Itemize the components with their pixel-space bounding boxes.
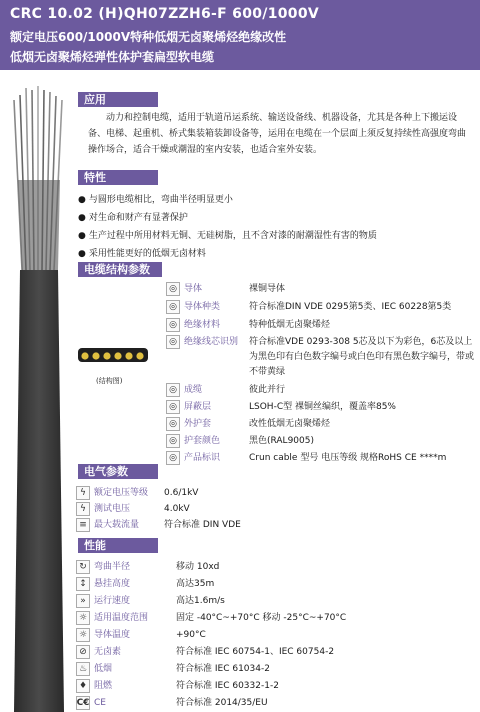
halogen-free-icon: ⊘ [76,645,90,659]
application-text: 动力和控制电缆，适用于轨道吊运系统、输送设备线、机器设备，尤其是各种上下搬运设备、电梯、起重机、桥式集装箱装卸设备等，运用在电缆在一个层面上须反复持续性高强度弯曲操作场合，适合干燥或潮湿的室内安装，也适合室外安装。 [88,113,467,155]
cross-section-icon [78,348,148,362]
structure-heading: 电缆结构参数 [78,262,162,277]
bend-radius-icon: ↻ [76,560,90,574]
conductor-type-icon: ◎ [166,300,180,314]
insulation-icon: ◎ [166,318,180,332]
product-title-line2: 低烟无卤聚烯烃弹性体护套扁型软电缆 [10,50,215,64]
application-heading: 应用 [78,92,158,107]
feature-item: ● 与圆形电缆相比，弯曲半径明显更小 [78,192,233,205]
outer-sheath-icon: ◎ [166,417,180,431]
feature-item: ● 采用性能更好的低烟无卤材料 [78,246,206,259]
temperature-icon: ☼ [76,611,90,625]
product-code: CRC 10.02 (H)QH07ZZH6-F 600/1000V [10,6,320,22]
performance-heading: 性能 [78,538,158,553]
cross-section-figure [78,348,168,388]
screen-icon: ◎ [166,400,180,414]
cabling-icon: ◎ [166,383,180,397]
conductor-icon: ◎ [166,282,180,296]
header-banner [0,0,480,70]
lightning-icon: ϟ [76,486,90,500]
figure-caption: (结构图) [96,377,123,385]
height-icon: ↕ [76,577,90,591]
flame-retardant-icon: ♦ [76,679,90,693]
speed-icon: » [76,594,90,608]
features-heading: 特性 [78,170,158,185]
test-voltage-icon: ϟ [76,502,90,516]
cable-photo [0,70,78,712]
electrical-heading: 电气参数 [78,464,158,479]
ce-icon: C€ [76,698,90,708]
max-current-icon: ≡ [76,518,90,532]
marking-icon: ◎ [166,451,180,465]
core-id-icon: ◎ [166,335,180,349]
product-title-line1: 额定电压600/1000V特种低烟无卤聚烯烃绝缘改性 [10,30,287,44]
sheath-color-icon: ◎ [166,434,180,448]
conductor-temp-icon: ☼ [76,628,90,642]
feature-item: ● 生产过程中所用材料无铜、无硅树脂，且不含对漆的耐潮湿性有害的物质 [78,228,377,241]
feature-item: ● 对生命和财产有显著保护 [78,210,188,223]
low-smoke-icon: ♨ [76,662,90,676]
